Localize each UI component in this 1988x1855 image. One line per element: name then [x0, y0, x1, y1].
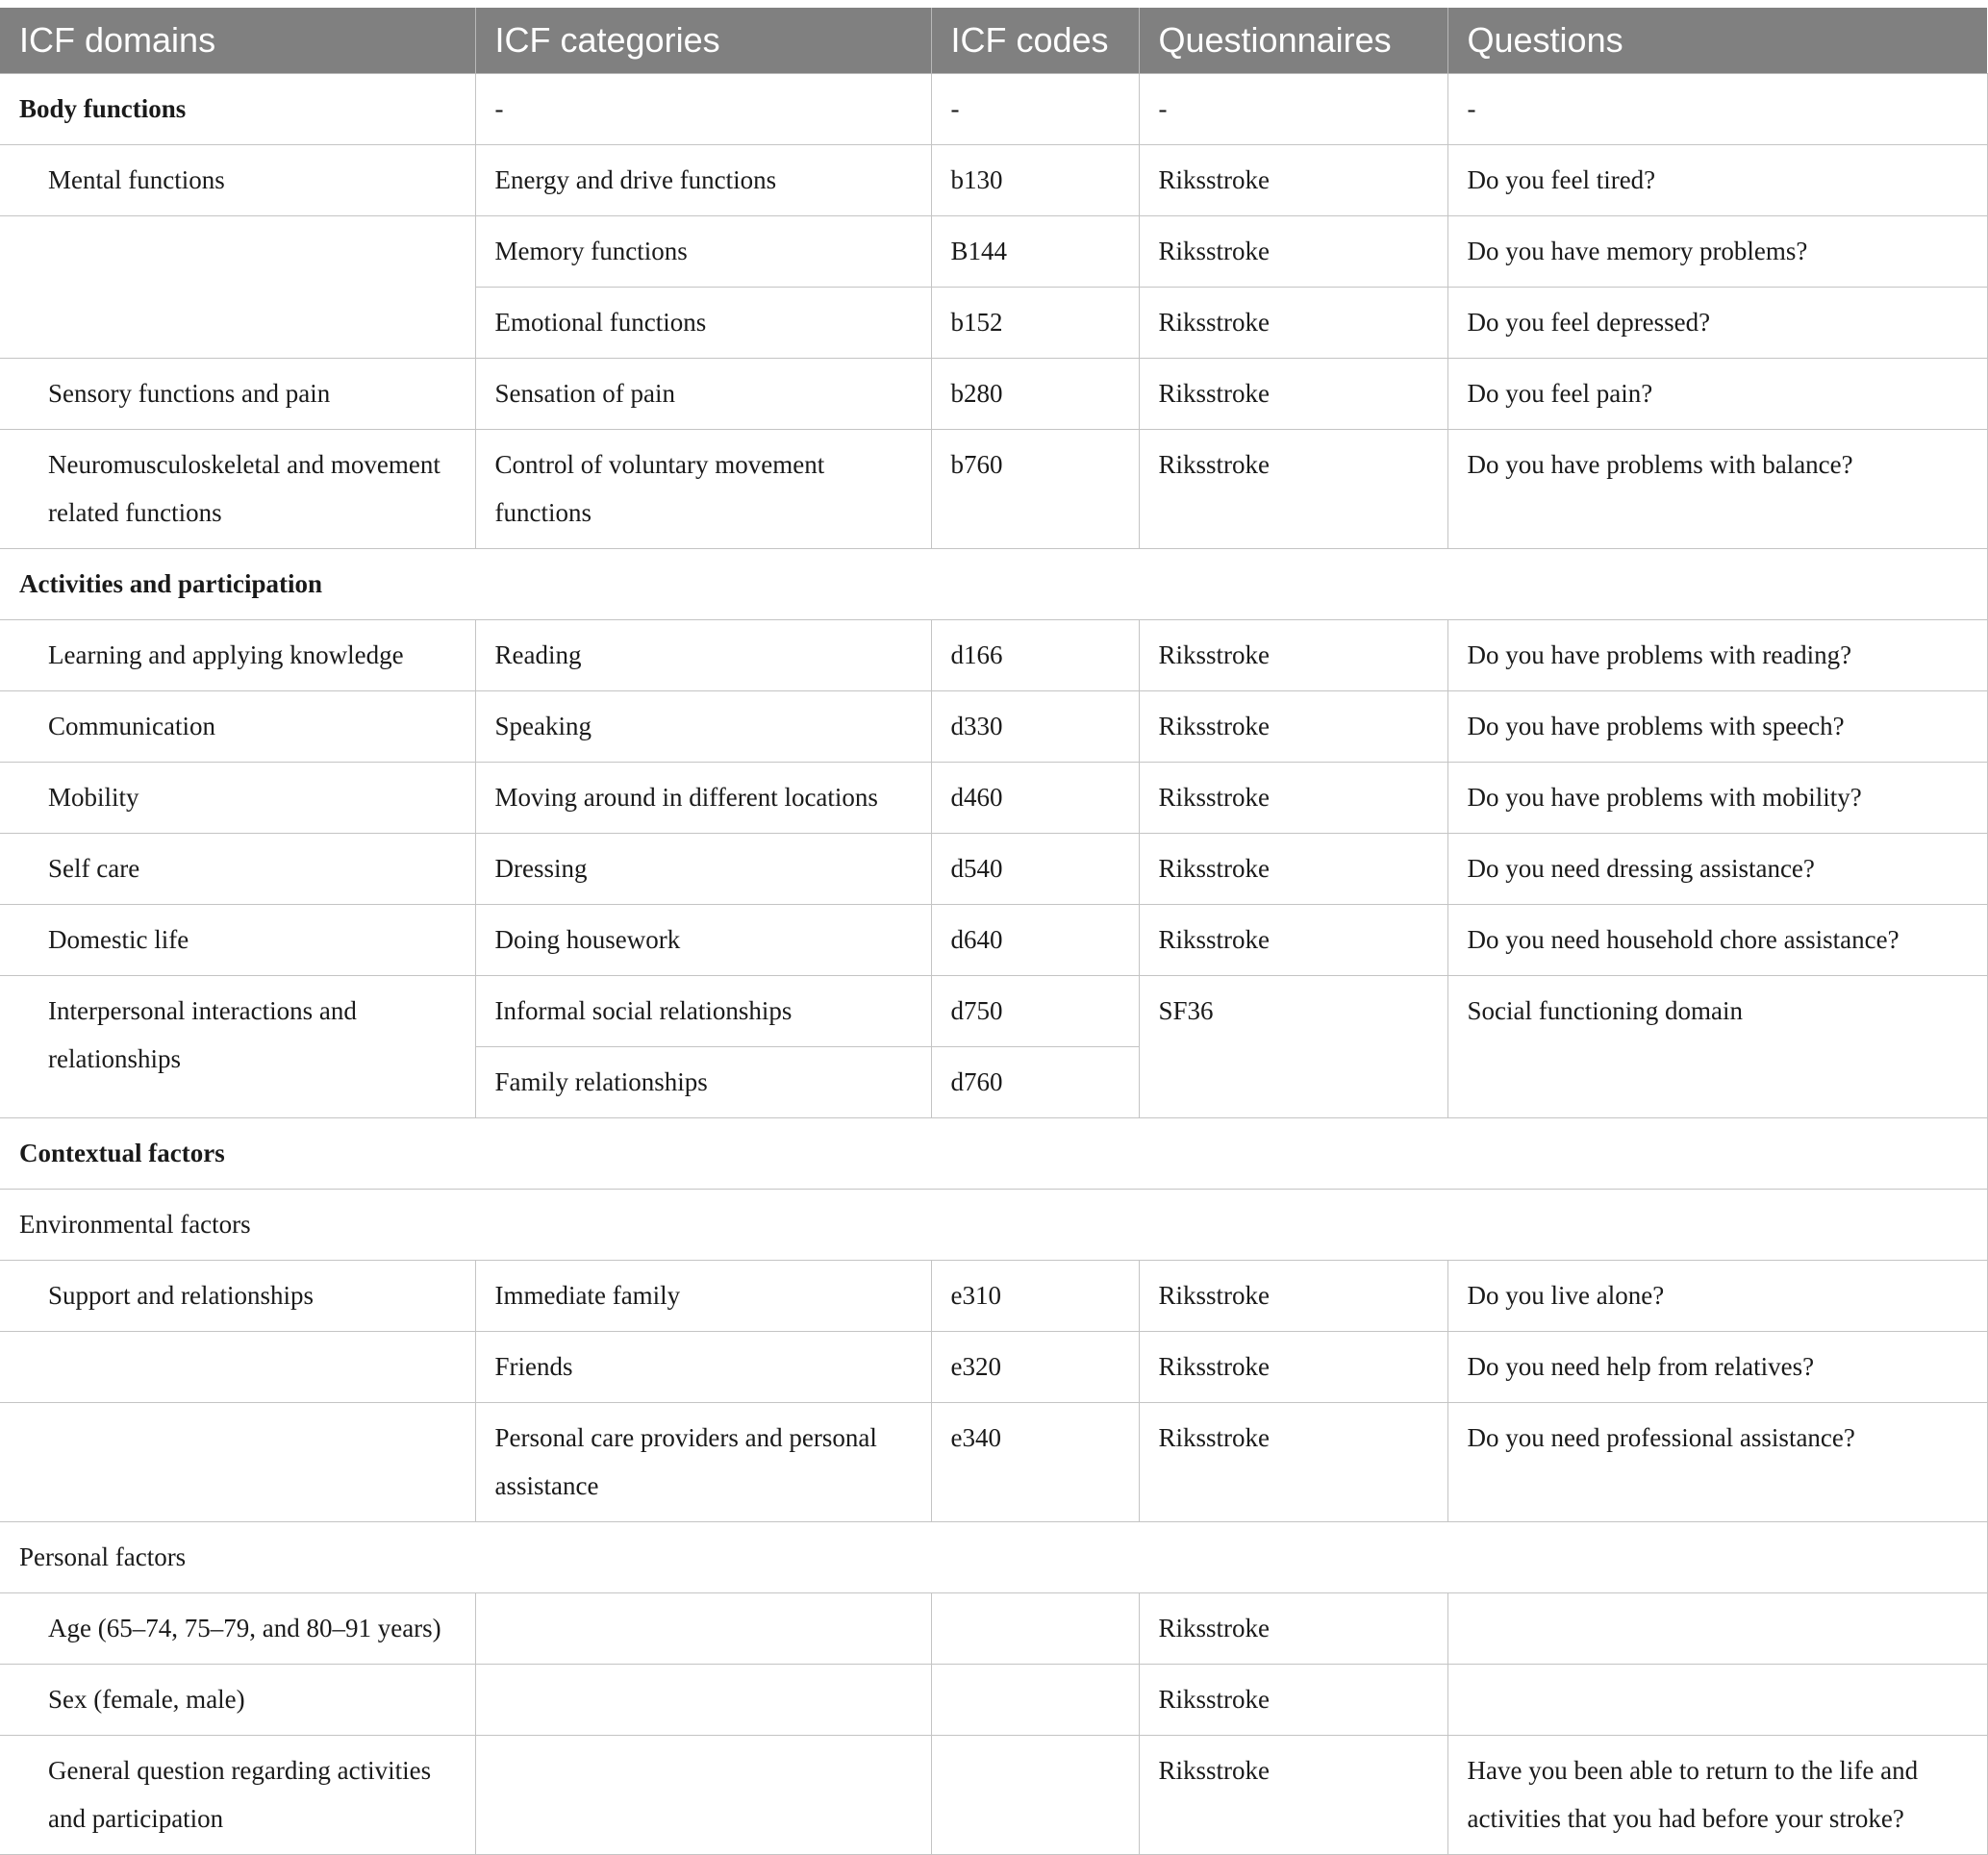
table-row: [0, 1736, 1987, 1855]
domain-cell: Sex (female, male): [0, 1665, 475, 1736]
code-cell: [931, 1665, 1139, 1736]
domain-cell: Support and relationships: [0, 1261, 475, 1332]
code-cell: d640: [931, 905, 1139, 976]
header-row: [0, 8, 1987, 74]
table-row: [0, 1593, 1987, 1665]
domain-cell: Neuromusculoskeletal and movement related functions: [0, 430, 475, 549]
icf-table-container: [0, 8, 1988, 1855]
code-cell: d460: [931, 763, 1139, 834]
domain-cell: Communication: [0, 691, 475, 763]
domain-cell: [0, 1403, 475, 1522]
subsection-title: Environmental factors: [0, 1190, 1987, 1261]
questionnaire-cell: Riksstroke: [1139, 216, 1447, 288]
question-cell: Do you live alone?: [1447, 1261, 1987, 1332]
domain-cell: General question regarding activities and participation: [0, 1736, 475, 1855]
questionnaire-cell: SF36: [1139, 976, 1447, 1118]
table-row: [0, 691, 1987, 763]
domain-cell: Mobility: [0, 763, 475, 834]
domain-cell: Interpersonal interactions and relationships: [0, 976, 475, 1118]
domain-cell: [0, 216, 475, 359]
category-cell: Family relationships: [475, 1047, 931, 1118]
questionnaire-cell: Riksstroke: [1139, 905, 1447, 976]
question-cell: Do you have memory problems?: [1447, 216, 1987, 288]
question-cell: Do you have problems with balance?: [1447, 430, 1987, 549]
category-cell: Moving around in different locations: [475, 763, 931, 834]
code-cell: b130: [931, 145, 1139, 216]
code-cell: b152: [931, 288, 1139, 359]
section-row-contextual: [0, 1118, 1987, 1190]
domain-cell: Domestic life: [0, 905, 475, 976]
table-row: [0, 1403, 1987, 1522]
subsection-row-environmental: [0, 1190, 1987, 1261]
category-cell: Speaking: [475, 691, 931, 763]
column-header-questionnaires: Questionnaires: [1139, 8, 1447, 74]
code-cell: b280: [931, 359, 1139, 430]
table-cell: -: [931, 74, 1139, 145]
category-cell: Memory functions: [475, 216, 931, 288]
category-cell: Control of voluntary movement functions: [475, 430, 931, 549]
icf-table: [0, 8, 1988, 1855]
question-cell: Do you feel tired?: [1447, 145, 1987, 216]
code-cell: d330: [931, 691, 1139, 763]
table-cell: -: [1139, 74, 1447, 145]
questionnaire-cell: Riksstroke: [1139, 359, 1447, 430]
code-cell: d166: [931, 620, 1139, 691]
question-cell: Do you need professional assistance?: [1447, 1403, 1987, 1522]
column-header-icf-categories: ICF categories: [475, 8, 931, 74]
table-cell: -: [475, 74, 931, 145]
category-cell: Informal social relationships: [475, 976, 931, 1047]
category-cell: Energy and drive functions: [475, 145, 931, 216]
category-cell: Doing housework: [475, 905, 931, 976]
domain-cell: Mental functions: [0, 145, 475, 216]
table-row: [0, 620, 1987, 691]
table-row: [0, 216, 1987, 288]
question-cell: Do you need household chore assistance?: [1447, 905, 1987, 976]
domain-cell: Learning and applying knowledge: [0, 620, 475, 691]
questionnaire-cell: Riksstroke: [1139, 834, 1447, 905]
questionnaire-cell: Riksstroke: [1139, 1736, 1447, 1855]
subsection-title: Personal factors: [0, 1522, 1987, 1593]
section-title: Activities and participation: [0, 549, 1987, 620]
code-cell: e320: [931, 1332, 1139, 1403]
table-body: [0, 74, 1987, 1855]
questionnaire-cell: Riksstroke: [1139, 1403, 1447, 1522]
column-header-questions: Questions: [1447, 8, 1987, 74]
question-cell: Social functioning domain: [1447, 976, 1987, 1118]
category-cell: Personal care providers and personal assistance: [475, 1403, 931, 1522]
questionnaire-cell: Riksstroke: [1139, 691, 1447, 763]
questionnaire-cell: Riksstroke: [1139, 1593, 1447, 1665]
domain-cell: Self care: [0, 834, 475, 905]
question-cell: Do you have problems with speech?: [1447, 691, 1987, 763]
code-cell: d760: [931, 1047, 1139, 1118]
table-row: [0, 1332, 1987, 1403]
category-cell: [475, 1593, 931, 1665]
question-cell: Do you have problems with reading?: [1447, 620, 1987, 691]
question-cell: Do you need dressing assistance?: [1447, 834, 1987, 905]
questionnaire-cell: Riksstroke: [1139, 1332, 1447, 1403]
questionnaire-cell: Riksstroke: [1139, 1261, 1447, 1332]
column-header-icf-codes: ICF codes: [931, 8, 1139, 74]
section-title: Body functions: [0, 74, 475, 145]
category-cell: [475, 1665, 931, 1736]
questionnaire-cell: Riksstroke: [1139, 620, 1447, 691]
code-cell: b760: [931, 430, 1139, 549]
question-cell: [1447, 1665, 1987, 1736]
section-title: Contextual factors: [0, 1118, 1987, 1190]
column-header-icf-domains: ICF domains: [0, 8, 475, 74]
table-row: [0, 834, 1987, 905]
domain-cell: [0, 1332, 475, 1403]
category-cell: Dressing: [475, 834, 931, 905]
questionnaire-cell: Riksstroke: [1139, 1665, 1447, 1736]
table-row: [0, 1665, 1987, 1736]
section-row-activities: [0, 549, 1987, 620]
question-cell: Do you feel depressed?: [1447, 288, 1987, 359]
category-cell: Reading: [475, 620, 931, 691]
code-cell: e310: [931, 1261, 1139, 1332]
code-cell: e340: [931, 1403, 1139, 1522]
table-header: [0, 8, 1987, 74]
category-cell: Immediate family: [475, 1261, 931, 1332]
question-cell: [1447, 1593, 1987, 1665]
question-cell: Do you need help from relatives?: [1447, 1332, 1987, 1403]
question-cell: Do you have problems with mobility?: [1447, 763, 1987, 834]
category-cell: [475, 1736, 931, 1855]
domain-cell: Sensory functions and pain: [0, 359, 475, 430]
table-row: [0, 1261, 1987, 1332]
category-cell: Friends: [475, 1332, 931, 1403]
section-row-body-functions: [0, 74, 1987, 145]
table-row: [0, 976, 1987, 1047]
questionnaire-cell: Riksstroke: [1139, 145, 1447, 216]
code-cell: d750: [931, 976, 1139, 1047]
code-cell: [931, 1736, 1139, 1855]
code-cell: d540: [931, 834, 1139, 905]
table-cell: -: [1447, 74, 1987, 145]
questionnaire-cell: Riksstroke: [1139, 288, 1447, 359]
table-row: [0, 359, 1987, 430]
code-cell: [931, 1593, 1139, 1665]
questionnaire-cell: Riksstroke: [1139, 430, 1447, 549]
question-cell: Have you been able to return to the life and activities that you had before your stroke?: [1447, 1736, 1987, 1855]
category-cell: Sensation of pain: [475, 359, 931, 430]
subsection-row-personal: [0, 1522, 1987, 1593]
questionnaire-cell: Riksstroke: [1139, 763, 1447, 834]
table-row: [0, 763, 1987, 834]
table-row: [0, 430, 1987, 549]
question-cell: Do you feel pain?: [1447, 359, 1987, 430]
table-row: [0, 905, 1987, 976]
domain-cell: Age (65–74, 75–79, and 80–91 years): [0, 1593, 475, 1665]
category-cell: Emotional functions: [475, 288, 931, 359]
table-row: [0, 145, 1987, 216]
code-cell: B144: [931, 216, 1139, 288]
